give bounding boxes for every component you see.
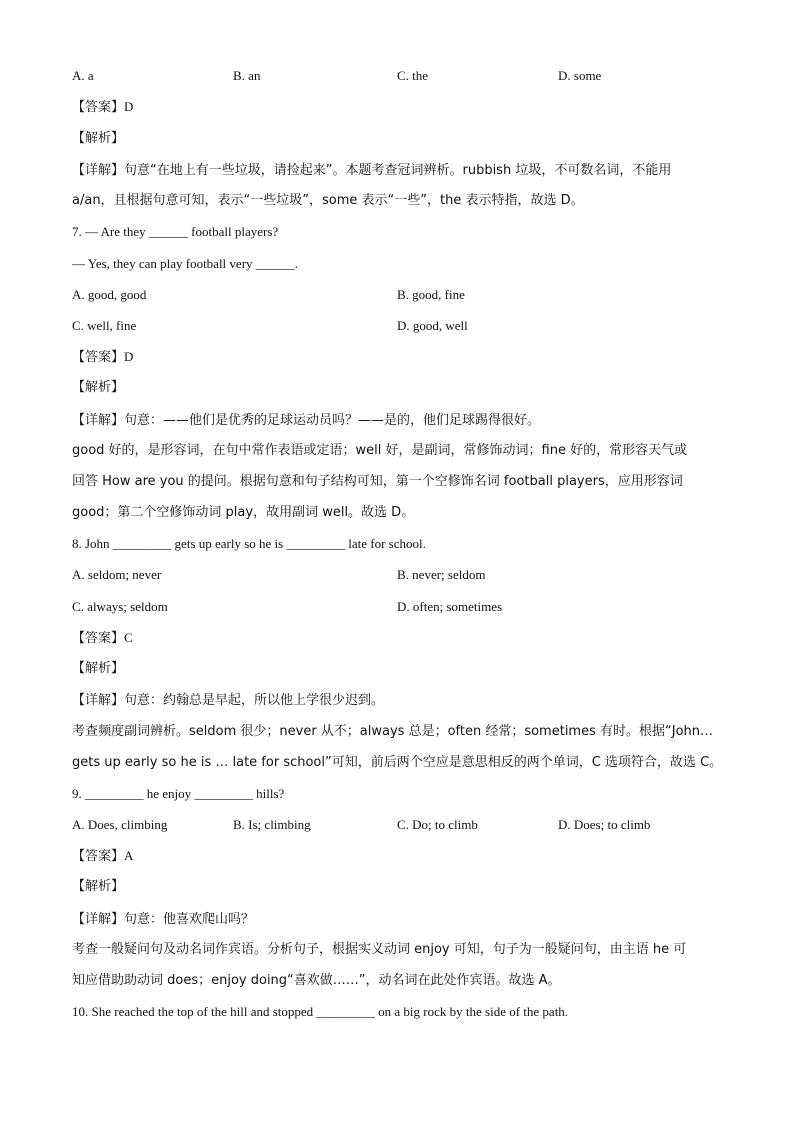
- answer-value: A: [124, 848, 134, 863]
- detail-text: 句意：他喜欢爬山吗？: [124, 912, 255, 927]
- answer-line: [72, 99, 732, 116]
- option-d: D. Does; to climb: [558, 817, 651, 832]
- option-d: D. good, well: [397, 318, 468, 333]
- detail-tag: 【详解】: [72, 163, 125, 178]
- detail-line: [72, 692, 732, 709]
- answer-tag: 【答案】: [72, 631, 125, 646]
- detail-line: [72, 412, 732, 429]
- option-b: B. good, fine: [397, 287, 465, 302]
- detail-text: 考查频度副词辨析。seldom 很少；never 从不；always 总是；often 经常；sometimes 有时。根据“John…: [72, 724, 713, 739]
- answer-value: C: [124, 630, 133, 645]
- answer-tag: 【答案】: [72, 100, 125, 115]
- detail-text: 回答 How are you 的提问。根据句意和句子结构可知，第一个空修饰名词 football players，应用形容词: [72, 474, 683, 489]
- analysis-tag: 【解析】: [72, 380, 125, 395]
- detail-text: good 好的，是形容词，在句中常作表语或定语；well 好，是副词，常修饰动词；fine 好的，常形容天气或: [72, 443, 688, 458]
- option-c: C. always; seldom: [72, 599, 168, 614]
- detail-text: 句意：——他们是优秀的足球运动员吗？——是的，他们足球踢得很好。: [124, 413, 541, 428]
- option-a: A. seldom; never: [72, 567, 162, 582]
- option-b: B. an: [233, 68, 261, 83]
- option-b: B. never; seldom: [397, 567, 486, 582]
- answer-line: [72, 349, 732, 366]
- detail-text: a/an，且根据句意可知，表示“一些垃圾”，some 表示“一些”，the 表示特指，故选 D。: [72, 193, 584, 208]
- analysis-tag: 【解析】: [72, 879, 125, 894]
- option-b: B. Is; climbing: [233, 817, 311, 832]
- detail-tag: 【详解】: [72, 693, 125, 708]
- detail-tag: 【详解】: [72, 413, 125, 428]
- question-stem: 7. — Are they ______ football players?: [72, 224, 279, 239]
- detail-text: 句意：约翰总是早起，所以他上学很少迟到。: [124, 693, 385, 708]
- option-a: A. a: [72, 68, 94, 83]
- option-c: C. well, fine: [72, 318, 137, 333]
- detail-text: 知应借助助动词 does；enjoy doing“喜欢做……”，动名词在此处作宾语。故选 A。: [72, 973, 561, 988]
- answer-value: D: [124, 99, 134, 114]
- answer-tag: 【答案】: [72, 849, 125, 864]
- option-a: A. good, good: [72, 287, 147, 302]
- analysis-tag: 【解析】: [72, 661, 125, 676]
- detail-text: good；第二个空修饰动词 play，故用副词 well。故选 D。: [72, 505, 415, 520]
- answer-tag: 【答案】: [72, 350, 125, 365]
- answer-line: [72, 630, 732, 647]
- detail-text: 考查一般疑问句及动名词作宾语。分析句子，根据实义动词 enjoy 可知，句子为一般疑问句，由主语 he 可: [72, 942, 687, 957]
- detail-line: [72, 162, 732, 179]
- answer-value: D: [124, 349, 134, 364]
- option-d: D. often; sometimes: [397, 599, 503, 614]
- detail-text: gets up early so he is … late for school”可知，前后两个空应是意思相反的两个单词，C 选项符合，故选 C。: [72, 755, 723, 770]
- detail-tag: 【详解】: [72, 912, 125, 927]
- option-c: C. Do; to climb: [397, 817, 478, 832]
- option-d: D. some: [558, 68, 602, 83]
- question-stem: 8. John _________ gets up early so he is _________ late for school.: [72, 536, 426, 551]
- question-stem: 10. She reached the top of the hill and stopped _________ on a big rock by the side of the path.: [72, 1004, 569, 1019]
- detail-line: [72, 911, 732, 928]
- answer-line: [72, 848, 732, 865]
- option-c: C. the: [397, 68, 429, 83]
- detail-text: 句意“在地上有一些垃圾，请捡起来”。本题考查冠词辨析。rubbish 垃圾，不可数名词，不能用: [124, 163, 672, 178]
- option-a: A. Does, climbing: [72, 817, 168, 832]
- question-stem: 9. _________ he enjoy _________ hills?: [72, 786, 285, 801]
- question-stem: — Yes, they can play football very ______.: [72, 256, 299, 271]
- analysis-tag: 【解析】: [72, 131, 125, 146]
